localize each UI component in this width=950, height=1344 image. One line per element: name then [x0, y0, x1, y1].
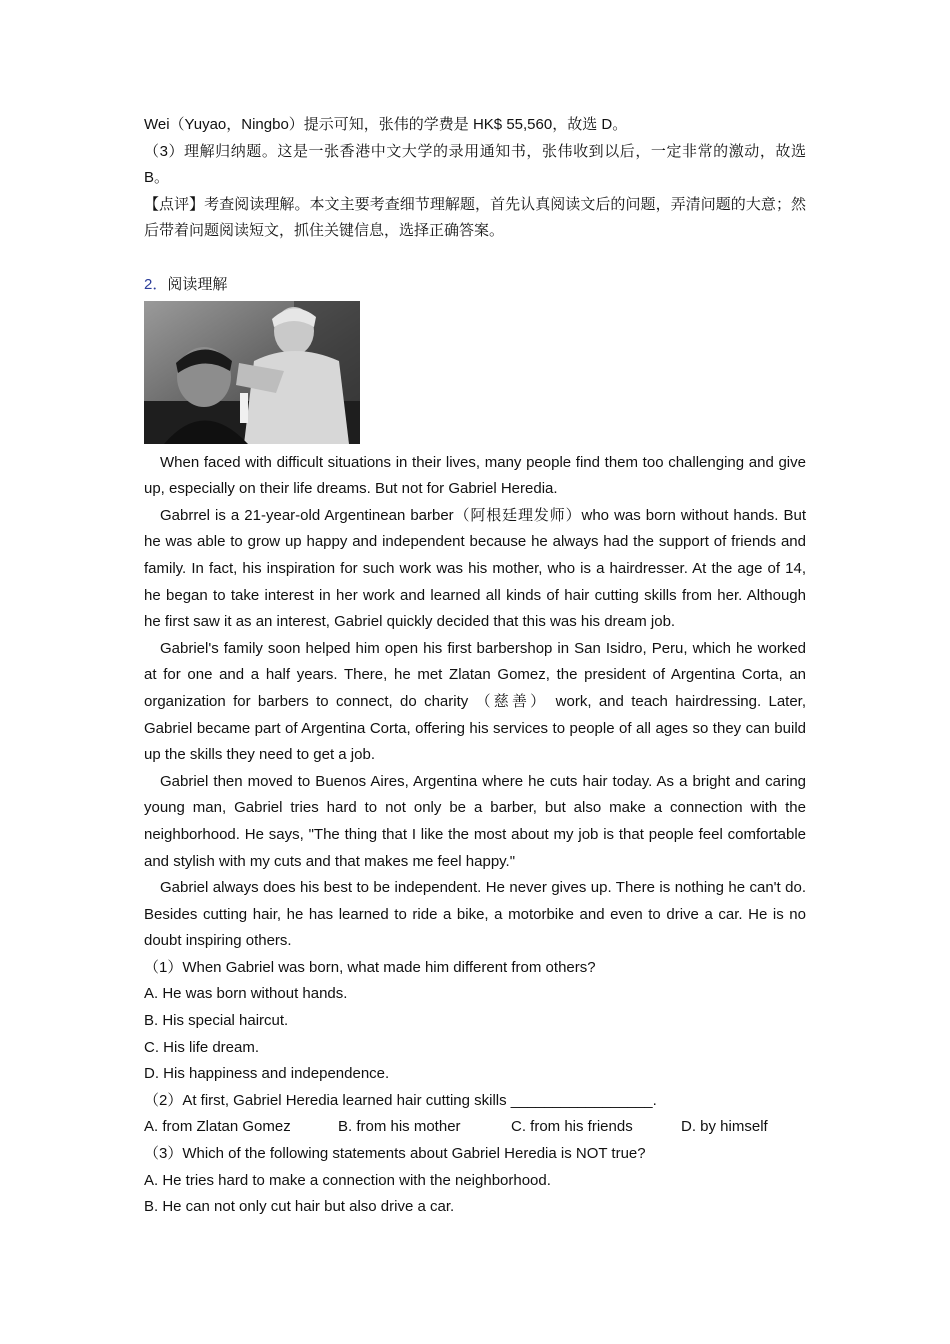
barber-photo	[144, 301, 360, 444]
question-heading	[144, 272, 806, 299]
comment-paragraph: 【点评】考查阅读理解。本文主要考查细节理解题，首先认真阅读文后的问题，弄清问题的大意；然后带着问题阅读短文，抓住关键信息，选择正确答案。	[144, 195, 806, 240]
answer-line-2: （3）理解归纳题。这是一张香港中文大学的录用通知书，张伟收到以后，一定非常的激动，故选 B。	[144, 142, 806, 187]
passage-paragraph-2: Gabrrel is a 21-year-old Argentinean barber（阿根廷理发师）who was born without hands. But he was able to grow up happy and independent because he always had the support of friends and family. In fact, his inspiration for such work was his mother, who is a hairdresser. At the age of 14, he began to take interest in her work and learned all kinds of hair cutting skills from her. Although he first saw it as an interest, Gabriel quickly decided that this was his dream job.	[144, 506, 806, 631]
question-3-option-b: B. He can not only cut hair but also drive a car.	[144, 1198, 455, 1216]
question-1-option-a: A. He was born without hands.	[144, 985, 348, 1003]
question-2-section	[144, 272, 806, 1221]
question-2-option-c: C. from his friends	[511, 1118, 633, 1136]
question-3-option-a: A. He tries hard to make a connection with the neighborhood.	[144, 1171, 551, 1189]
question-2-option-d: D. by himself	[681, 1118, 768, 1136]
question-number: 2．	[144, 276, 168, 293]
question-2-option-b: B. from his mother	[338, 1118, 461, 1136]
question-3	[144, 1141, 806, 1221]
passage-paragraph-1: When faced with difficult situations in their lives, many people find them too challenging and give up, especially on their life dreams. But not for Gabriel Heredia.	[144, 453, 806, 498]
question-2-stem: （2）At first, Gabriel Heredia learned hair cutting skills _________________.	[144, 1091, 657, 1109]
question-1-option-d: D. His happiness and independence.	[144, 1065, 390, 1083]
question-2-options	[144, 1114, 806, 1141]
question-1	[144, 955, 806, 1088]
question-1-option-c: C. His life dream.	[144, 1038, 260, 1056]
previous-answer-section	[144, 112, 806, 245]
question-3-stem: （3）Which of the following statements about Gabriel Heredia is NOT true?	[144, 1145, 646, 1163]
passage	[144, 450, 806, 955]
question-1-stem: （1）When Gabriel was born, what made him different from others?	[144, 958, 596, 976]
passage-paragraph-3: Gabriel's family soon helped him open his first barbershop in San Isidro, Peru, which he worked at for one and a half years. There, he met Zlatan Gomez, the president of Argentina Corta, an organization for barbers to connect, do charity （慈善） work, and teach hairdressing. Later, Gabriel became part of Argentina Corta, offering his services to people of all ages so they can build up the skills they need to get a job.	[144, 639, 806, 764]
answer-line-1: Wei（Yuyao，Ningbo）提示可知，张伟的学费是 HK$ 55,560，故选 D。	[144, 116, 628, 133]
passage-paragraph-4: Gabriel then moved to Buenos Aires, Argentina where he cuts hair today. As a bright and caring young man, Gabriel tries hard to not only be a barber, but also make a connection with the neighborhood. He says, "The thing that I like the most about my job is that people feel comfortable and stylish with my cuts and that makes me feel happy."	[144, 772, 806, 870]
question-1-option-b: B. His special haircut.	[144, 1012, 289, 1030]
question-2-option-a: A. from Zlatan Gomez	[144, 1118, 291, 1136]
passage-paragraph-5: Gabriel always does his best to be independent. He never gives up. There is nothing he can't do. Besides cutting hair, he has learned to ride a bike, a motorbike and even to drive a car. He is no doubt inspiring others.	[144, 879, 806, 950]
question-title: 阅读理解	[167, 276, 228, 293]
question-2	[144, 1088, 806, 1141]
